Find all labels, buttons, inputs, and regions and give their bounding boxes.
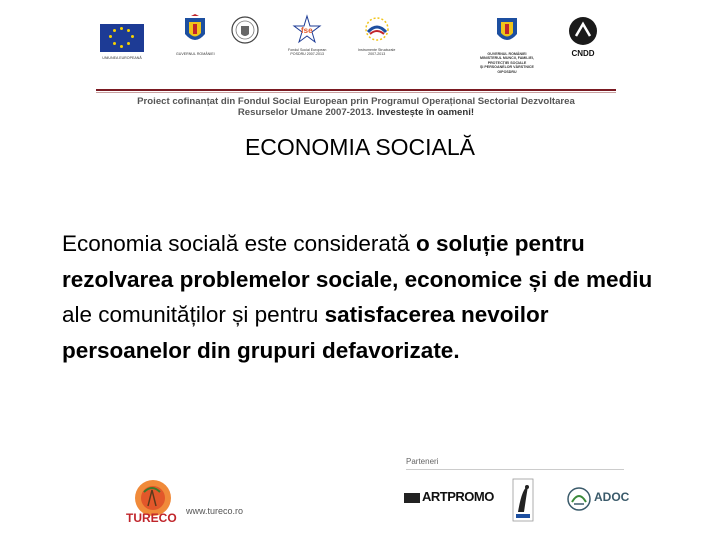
instrumente-structurale-logo: Instrumente Structurale 2007-2013 — [358, 14, 395, 57]
banner-slogan: Investește în oameni! — [376, 107, 475, 118]
header-divider-secondary — [96, 92, 616, 93]
partners-label: Parteneri — [406, 457, 439, 466]
eu-flag-logo: UNIUNEA EUROPEANĂ — [100, 14, 144, 60]
banner-line-2: Resurselor Umane 2007-2013. Investește în oameni! — [237, 107, 475, 118]
fse-logo: fse Fondul Social European POSDRU 2007-2013 — [288, 14, 326, 57]
page-title: ECONOMIA SOCIALĂ — [244, 134, 476, 160]
adoc-wordmark: ADOC — [594, 490, 630, 504]
crest-icon — [183, 14, 207, 48]
partners-divider — [406, 469, 624, 470]
adoc-emblem-icon — [566, 486, 592, 512]
instrumente-icon — [359, 14, 395, 44]
seal-icon — [230, 14, 260, 48]
tureco-url: www.tureco.ro — [186, 506, 244, 516]
fse-star-icon — [292, 14, 322, 44]
definition-paragraph: Economia socială este considerată o soluție pentru rezolvarea problemelor sociale, economice și de mediu ale comunităților și pentru satisfacerea nevoilor persoanelor din grupuri defavorizate. — [62, 231, 653, 363]
ministry-crest-icon — [495, 14, 519, 48]
artpromo-logo: ARTPROMO — [404, 489, 494, 504]
eu-flag-icon — [100, 24, 144, 52]
cofinancing-banner — [96, 96, 616, 118]
gov-crest-logo: GUVERNUL ROMÂNIEI — [176, 14, 215, 56]
ministry-seal-logo — [230, 14, 260, 48]
tureco-logo — [122, 478, 184, 524]
ministry-crest-logo: GUVERNUL ROMÂNIEI MINISTERUL MUNCII, FAMILIEI, PROTECȚIEI SOCIALE ȘI PERSOANELOR VÂRSTNICE OIPOSDRU — [480, 14, 534, 74]
banner-line-1: Proiect cofinanțat din Fondul Social European prin Programul Operațional Sectorial Dezvoltarea — [137, 96, 575, 107]
svg-text:fse: fse — [301, 26, 313, 35]
tureco-wordmark: TURECO — [126, 511, 177, 524]
header-divider — [96, 89, 616, 91]
artpromo-mark-icon — [404, 493, 420, 503]
cndd-icon — [566, 14, 600, 48]
cndd-logo: CNDD — [566, 14, 600, 56]
bird-partner-logo — [512, 478, 534, 522]
sponsor-logos — [96, 14, 616, 82]
